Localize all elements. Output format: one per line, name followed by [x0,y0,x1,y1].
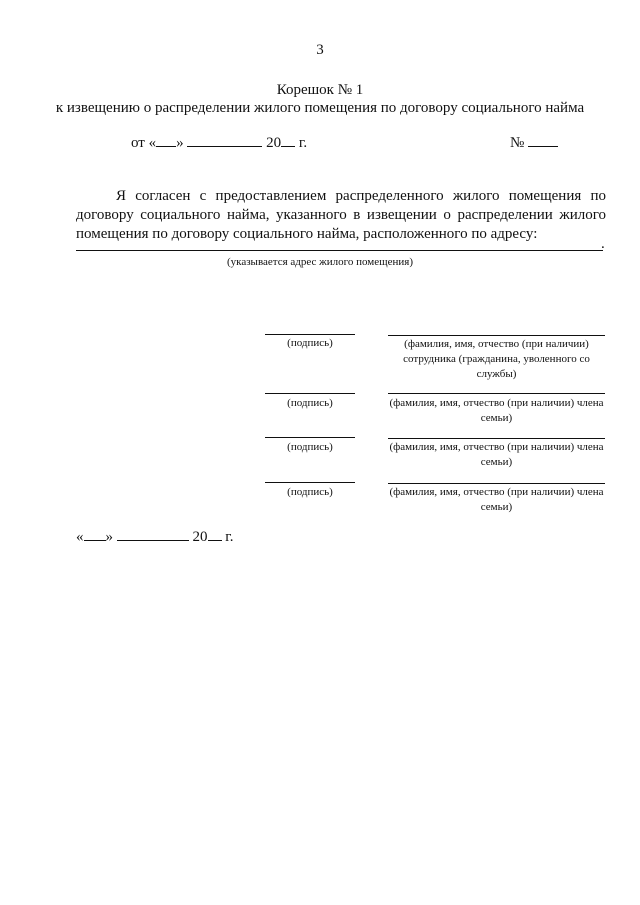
name-caption: (фамилия, имя, отчество (при наличии) члена семьи) [389,397,604,424]
date-year: 20 [266,135,282,151]
name-line[interactable] [388,438,605,439]
number-line [510,134,558,152]
address-caption: (указывается адрес жилого помещения) [226,256,413,268]
signature-caption: (подпись) [287,397,333,409]
date-prefix: от « [131,135,157,151]
bottom-year-blank[interactable] [208,528,222,541]
bottom-date-mid: » [105,529,113,545]
name-caption: (фамилия, имя, отчество (при наличии) члена семьи) [389,486,604,513]
address-blank-line[interactable] [76,250,603,251]
year-blank[interactable] [281,134,295,147]
bottom-date-suffix: г. [225,529,234,545]
date-suffix: г. [298,135,308,151]
bottom-date-prefix: « [76,529,84,545]
date-mid: » [176,135,184,151]
date-line [131,134,307,152]
day-blank[interactable] [156,134,176,147]
page-number: 3 [316,42,324,58]
name-line[interactable] [388,393,605,394]
month-blank[interactable] [187,134,262,147]
bottom-date-year: 20 [192,529,208,545]
signature-line[interactable] [265,437,355,438]
bottom-date-line [76,528,233,546]
signature-caption: (подпись) [287,337,333,349]
consent-paragraph: Я согласен с предоставлением распределенного жилого помещения по договору социального найма, указанного в извещении о распределении жилого помещения по договору социального найма, расположенного по адресу: [76,188,606,242]
document-title: Корешок № 1 [276,82,364,98]
signature-caption: (подпись) [287,486,333,498]
name-line[interactable] [388,335,605,336]
document-subtitle: к извещению о распределении жилого помещения по договору социального найма [55,100,585,116]
number-label: № [510,135,525,151]
number-blank[interactable] [528,134,558,147]
name-line[interactable] [388,483,605,484]
signature-line[interactable] [265,482,355,483]
name-caption: (фамилия, имя, отчество (при наличии) сотрудника (гражданина, уволенного со службы) [403,338,590,380]
bottom-day-blank[interactable] [84,528,106,541]
signature-line[interactable] [265,334,355,335]
bottom-month-blank[interactable] [117,528,189,541]
name-caption: (фамилия, имя, отчество (при наличии) члена семьи) [389,441,604,468]
signature-line[interactable] [265,393,355,394]
signature-caption: (подпись) [287,441,333,453]
address-dot: . [601,236,605,252]
